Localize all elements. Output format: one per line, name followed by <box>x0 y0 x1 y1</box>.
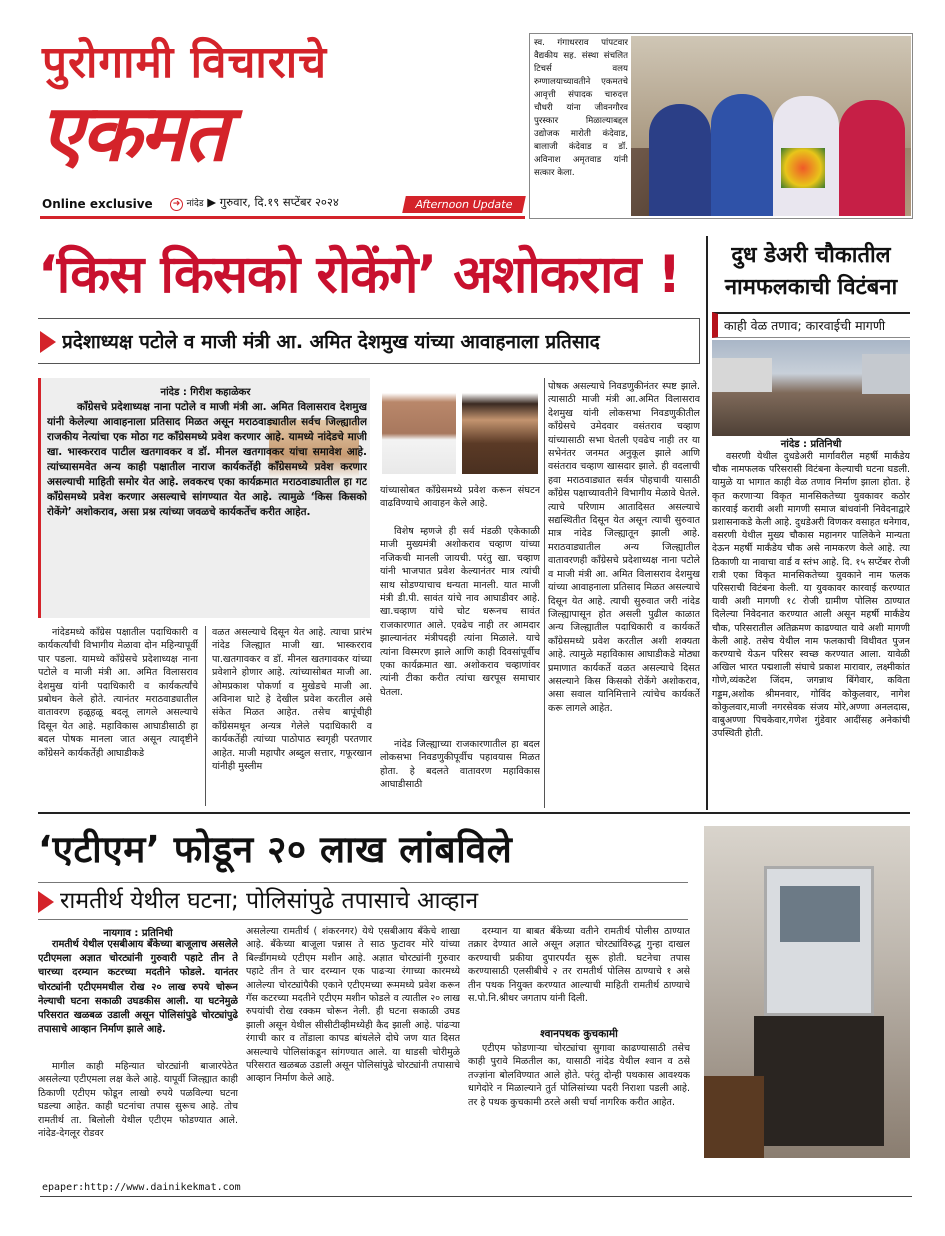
triangle-bullet-icon <box>38 891 54 913</box>
masthead-tagline: पुरोगामी विचाराचे <box>42 37 328 88</box>
story2-subhead-bar <box>712 312 910 338</box>
story2-subhead: काही वेळ तणाव; कारवाईची मागणी <box>724 318 886 333</box>
story1-photo-text: यांच्यासोबत काँग्रेसमध्ये प्रवेश करून संघटन वाढविण्याचे आवाहन केले आहे. <box>380 485 540 510</box>
story1-subhead-box <box>38 318 700 364</box>
story1-col-c2: नांदेड जिल्ह्याच्या राजकारणातील हा बदल लोकसभा निवडणुकीपूर्वीच पहावयास मिळत होता. हे बदलते वातावरण महाविकास आघाडीसाठी <box>380 739 540 791</box>
story3-subhead-box <box>38 882 688 920</box>
section-rule <box>38 812 910 814</box>
story3-lead: रामतीर्थ येथील एसबीआय बँकेच्या बाजूलाच असलेले एटीएमला अज्ञात चोरट्यांनी गुरुवारी पहाटे तीन ते चारच्या दरम्यान कटरच्या मदतीने फोडले. यानंतर चोरट्यांनी एटीएममधील रोख २० लाख रुपये चोरून नेल्याची घटना सकाळी उघडकीस आली. या घटनेमुळे परिसरात खळबळ उडाली असून पोलिसांपुढे चोरट्यांपुढे तपासाचे आव्हान निर्माण झाले आहे. <box>38 939 238 1036</box>
story3-dateline: नायगाव : प्रतिनिधी <box>103 928 173 939</box>
edition-date: गुरुवार, दि.१९ सप्टेंबर २०२४ <box>219 195 339 209</box>
story3-col-a2: मागील काही महिन्यात चोरट्यांनी बाजारपेठेत असलेल्या एटीएमला लक्ष केले आहे. यापूर्वी जिल्ह्यात काही ठिकाणी एटीएम फोडून लाखो रुपये पळविल्या घटना घडल्या आहेत. काही घटनांचा तपास सुरूच आहे. तोच रामतीर्थ ता. बिलोली येथील एटीएम फोडण्यात आले. नांदेड-देगलूर रोडवर <box>38 1061 238 1140</box>
epaper-link[interactable]: epaper:http://www.dainikekmat.com <box>42 1182 241 1193</box>
story2-body: वसरणी येथील दुधडेअरी मार्गावरील महर्षी मार्कंडेय चौक नामफलक परिसरासी विटंबना केल्याची घटना घडली. यामुळे या भागात काही वेळ तणाव निर्माण झाला होता. हे कृत करणाऱ्या विकृत मानसिकतेच्या युवकावर कठोर कारवाई करावी अशी मागणी समाज बांधवांनी निवेदनाद्वारे प्रशासनाकडे केली आहे. दुधडेअरी विणकर वसाहत धनेगाव, वसरणी येथील मुख्य चौकास महानगर पालिकेने मान्यता देऊन महर्षी मार्कंडेय चौक असे नामकरण केले आहे. त्या ठिकाणी या नावाचा वार्ड व स्तंभ आहे. दि. १५ सप्टेंबर रोजी रात्री एका विकृत मानसिकतेच्या युवकाने नाम फलक परिसराची विटंबना केली. या युवकावर कारवाई करण्यात यावी अशी मागणी १८ रोजी ग्रामीण पोलिस ठाण्यात दिलेल्या निवेदनात करण्यात आली असून महर्षी मार्कंडेय चौक, परिसरातील अतिक्रमण काढण्यात यावे अशी मागणी केली आहे. तसेच येथील नाम फलकाची विधीवत पुजन करण्याचे येऊन परिसर स्वच्छ करण्यात आला. यावेळी अखिल भारत पद्मशाली संघाचे प्रकाश मारावार, लक्ष्मीकांत गोणे,व्यंकटेश जिंदम, जगन्नाथ बिंगेवार, कविता गड्डम,अशोक श्रीमनवार, गोविंद कोकुलवार, नागेश कोकुलवार,माजी नगरसेवक संजय मोरे,अण्णा अनलदास, वाबुअण्णा पिचकेवार,गणेश गुंडेवार आदींसह अनेकांची उपस्थिती होती. <box>712 451 910 740</box>
story3-col-c2: एटीएम फोडणाऱ्या चोरट्यांचा सुगावा काढण्यासाठी तसेच काही पुरावे मिळतील का, यासाठी नांदेड येथील श्वान व ठसे तज्ज्ञांना बोलविण्यात आले होते. परंतु दोन्ही पथकास आवश्यक धागेदोरे न मिळाल्याने तुर्त पोलिसांच्या पदरी निराशा पडली आहे. तर हे पथक कुचकामी ठरले असी चर्चा नागरिक करीत आहेत. <box>468 1043 690 1108</box>
portrait-patole-photo <box>382 384 456 474</box>
story1-subhead: प्रदेशाध्यक्ष पटोले व माजी मंत्री आ. अमित देशमुख यांच्या आवाहनाला प्रतिसाद <box>62 331 600 353</box>
top-photo <box>631 36 911 216</box>
story1-portraits <box>380 378 540 478</box>
divider <box>544 378 545 808</box>
story1-headline: ‘किस किसको रोकेंगे’ अशोकराव ! <box>38 245 681 305</box>
story1-lead: काँग्रेसचे प्रदेशाध्यक्ष नाना पटोले व माजी मंत्री आ. अमित विलासराव देशमुख यांनी केलेल्या आवाहनाला प्रतिसाद मिळत असून मराठवाड्यातील सर्वच जिल्ह्यातील राजकीय नेत्यांचा एक मोठा गट काँग्रेसमध्ये प्रवेश करणार आहे. यामध्ये नांदेडचे माजी खा. भास्करराव पाटील खतगावकर व डॉ. मीनल खतगावकर यांचा समावेश आहे. त्यांच्यासमवेत अन्य काही पक्षातील नाराज कार्यकर्तेही काँग्रेसमध्ये प्रवेश करणार असल्याची माहिती समोर येत आहे. लवकरच एका कार्यक्रमात मराठवाड्यातील हा गट काँग्रेसमध्ये प्रवेश करणार असल्याचे सांगण्यात येत आहे. त्यामुळे ‘किस किसको रोकेंगे’ अशोकराव, असा प्रश्न त्यांच्या जवळचे कार्यकर्तेच करीत आहेत. <box>47 401 367 518</box>
story3-col-c: दरम्यान या बाबत बँकेच्या वतीने रामतीर्थ पोलीस ठाण्यात तक्रार देण्यात आले असून अज्ञात चोरट्यांविरुद्ध गुन्हा दाखल करण्याची प्रकीया दुपारपर्यंत सुरू होती. घटनेचा तपास करण्यासाठी एलसीबीचे २ तर रामतीर्थ पोलिस ठाण्याचे १ असे तीन पथक नियुक्त करण्यात आल्याची माहिती रामतीर्थ ठाण्याचे स.पो.नि.श्रीधर जगताप यांनी दिली. <box>468 926 690 1005</box>
masthead-logo: एकमत <box>40 89 227 179</box>
online-exclusive: Online exclusive <box>42 197 153 211</box>
story1-lead-box <box>38 378 370 618</box>
portrait-deshmukh-photo <box>462 384 538 474</box>
story3-subhead: रामतीर्थ येथील घटना; पोलिसांपुढे तपासाचे आव्हान <box>60 888 479 914</box>
top-photo-frame <box>529 33 913 219</box>
top-photo-caption: स्व. गंगाधरराव पांपटवार वैद्यकीय सह. संस्था संचलित टिचर्स वलय रुग्णालयाच्यावतीने एकमतचे आवृत्ती संपादक चारुदत्त चौधरी यांना जीवनगौरव पुरस्कार मिळाल्याबद्दल उद्योजक मारोती कंदेवाड, बालाजी कंदेवाड व डॉ. अविनाश अमृतवाड यांनी सत्कार केला. <box>534 38 628 178</box>
footer-rule <box>40 1196 912 1197</box>
masthead-rule <box>40 216 525 219</box>
story1-col-b: वळत असल्याचे दिसून येत आहे. त्याचा प्रारंभ नांदेड जिल्ह्यात माजी खा. भास्करराव पा.खतगावकर व डॉ. मीनल खतगावकर यांच्या प्रवेशाने होणार आहे. त्यांच्यासोबत माजी आ. ओमप्रकाश पोकर्णा व मुखेडचे माजी आ. अविनाश घाटे हे देखील प्रवेश करतील असे संकेत मिळत आहेत. तसेच बापूंचीही काँग्रेसमधून अन्यत्र गेलेले पदाधिकारी व कार्यकर्तेही त्यांच्या पाठोपाठ स्वगृही परतणार आहेत. माजी महापौर अब्दुल सत्तार, गफूरखान यांनीही मुस्लीम <box>212 627 372 773</box>
story3-headline: ‘एटीएम’ फोडून २० लाख लांबविले <box>38 828 513 871</box>
edition-badge: Afternoon Update <box>402 196 526 213</box>
play-icon: ▶ <box>207 195 217 209</box>
dateline-bar <box>170 195 415 211</box>
story3-col-b: असलेल्या रामतीर्थ ( शंकरनगर) येथे एसबीआय बँकेचे शाखा आहे. बँकेच्या बाजूला पन्नास ते साठ फुटावर मोरे यांच्या बिल्डींगमध्ये एटीएम मशीन आहे. अज्ञात चोरट्यांनी गुरुवार पहाटे तीन ते चार दरम्यान एक पाढऱ्या रंगाच्या कारमध्ये आलेल्या चोरट्यांपैकी एकाने एटीएमच्या रूममध्ये प्रवेश करून गॅस कटरच्या मदतीने एटीएम मशीन फोडले व त्यातील २० लाख रुपयांची रोख रक्कम चोरून नेली. ही घटना सकाळी उघड झाली असून येथील सीसीटीव्हीमध्येही कैद झाली आहे. पांढऱ्या रंगाची कार व तोंडाला कापड बांधलेले दोघे जण यात दिसत असल्याचे पोलिसांकडून सांगण्यात आले. या धाडसी चोरीमुळे परिसरात खळबळ उडाली असून पोलिसांपुढे चोरट्यांनी तपासाचे आव्हान निर्माण केले आहे. <box>246 926 460 1085</box>
edition-city: नांदेड <box>186 199 204 209</box>
story1-col-d: पोषक असल्याचे निवडणुकीनंतर स्पष्ट झाले. त्यासाठी माजी मंत्री आ.अमित विलासराव देशमुख यांनी लोकसभा निवडणुकीतील काँग्रेसचे उमेदवार वसंतराव चव्हाण यांच्यासाठी सभा घेतली एवढेच नाही तर या सभेनंतर जनमत अनुकूल झाले आणि वसंतराव चव्हाण खासदार झाले. ही वदलाची हवा मराठवाड्यात सर्वत्र पोहचावी यासाठी काँग्रेस पक्षाच्यावतीने विभागीय मेळावे घेतले. त्याचे परिणाम आतादिसत असल्याचे सद्यस्थितीत दिसून येत असून त्याची सुरुवात मात्र नांदेड जिल्ह्यातून झाली आहे. मराठवाड्यातील अन्य जिल्ह्यातील वातावरणही काँग्रेसचे प्रदेशाध्यक्ष नाना पटोले व माजी मंत्री आ. अमित विलासराव देशमुख यांच्या आवाहनाला प्रतिसाद मिळत असल्याचे दिसून येत आहे. त्याची सुरुवात जरी नांदेड जिल्ह्यापासून होत असली पुढील काळात अन्य जिल्ह्यातील पदाधिकारी व कार्यकर्ते काँग्रेसमध्ये प्रवेश करतील अशी शक्यता आहे. त्यामुळे महाविकास आघाडीकडे मोठ्या प्रमाणात कार्यकर्ते वळत असल्याचे दिसत असल्याने किस किसको रोकेंगे अशोकराव, असा सवाल यानिमित्ताने त्यांचेच कार्यकर्ते करू लागले आहेत. <box>548 381 700 714</box>
story1-col-a: नांदेडमध्ये काँग्रेस पक्षातील पदाधिकारी व कार्यकर्त्यांची विभागीय मेळावा दोन महिन्यापूर्वी पार पडला. यामध्ये काँग्रेसचे प्रदेशाध्यक्ष नाना पटोले व माजी मंत्री आ. अमित विलासराव देशमुख यांनी पदाधिकारी व कार्यकर्त्यांचे प्रबोधन केले होते. त्यानंतर मराठवाड्यातील वातावरण हळूहळू बदलू लागले असल्याचे दिसून येत आहे. महाविकास आघाडीसाठी हा बदल पोषक मानला जात असून त्यादृष्टीने काँग्रेसने कार्यकर्तेही आघाडीकडे <box>38 627 198 759</box>
story2-headline: दुध डेअरी चौकातील नामफलकाची विटंबना <box>724 243 898 300</box>
story2-protest-photo <box>712 340 910 436</box>
arrow-circle-icon: ➜ <box>170 198 183 211</box>
atm-photo <box>704 826 910 1158</box>
story3-subsection-heading: श्वानपथक कुचकामी <box>540 1028 618 1040</box>
triangle-bullet-icon <box>40 331 56 353</box>
story1-dateline: नांदेड : गिरीश कहाळेकर <box>160 387 251 398</box>
divider <box>205 626 206 806</box>
column-divider <box>706 236 708 810</box>
story1-col-c: विशेष म्हणजे ही सर्व मंडळी एकेकाळी माजी मुख्यमंत्री अशोकराव चव्हाण यांच्या नजिकची मानली जायची. परंतु खा. चव्हाण यांनी भाजपात प्रवेश केल्यानंतर मात्र त्यांची साथ सोडण्याचाच धन्यता मानली. यात माजी मंत्री डी.पी. सावंत यांचे नाव आघाडीवर आहे. खा.चव्हाण यांचे चोट धरूनच सावंत राजकारणात आले. एवढेच नाही तर आमदार झाल्यानंतर मंत्रीपदही त्यांना मिळाले. याचे त्यांना विस्मरण झाले आणि काही दिवसांपूर्वीच एका कार्यक्रमात खा. अशोकराव चव्हाणांवर त्यांनी टीका करीत त्यांचा खरपूस समाचार घेतला. <box>380 526 540 698</box>
story2-dateline: नांदेड : प्रतिनिधी <box>780 439 842 450</box>
